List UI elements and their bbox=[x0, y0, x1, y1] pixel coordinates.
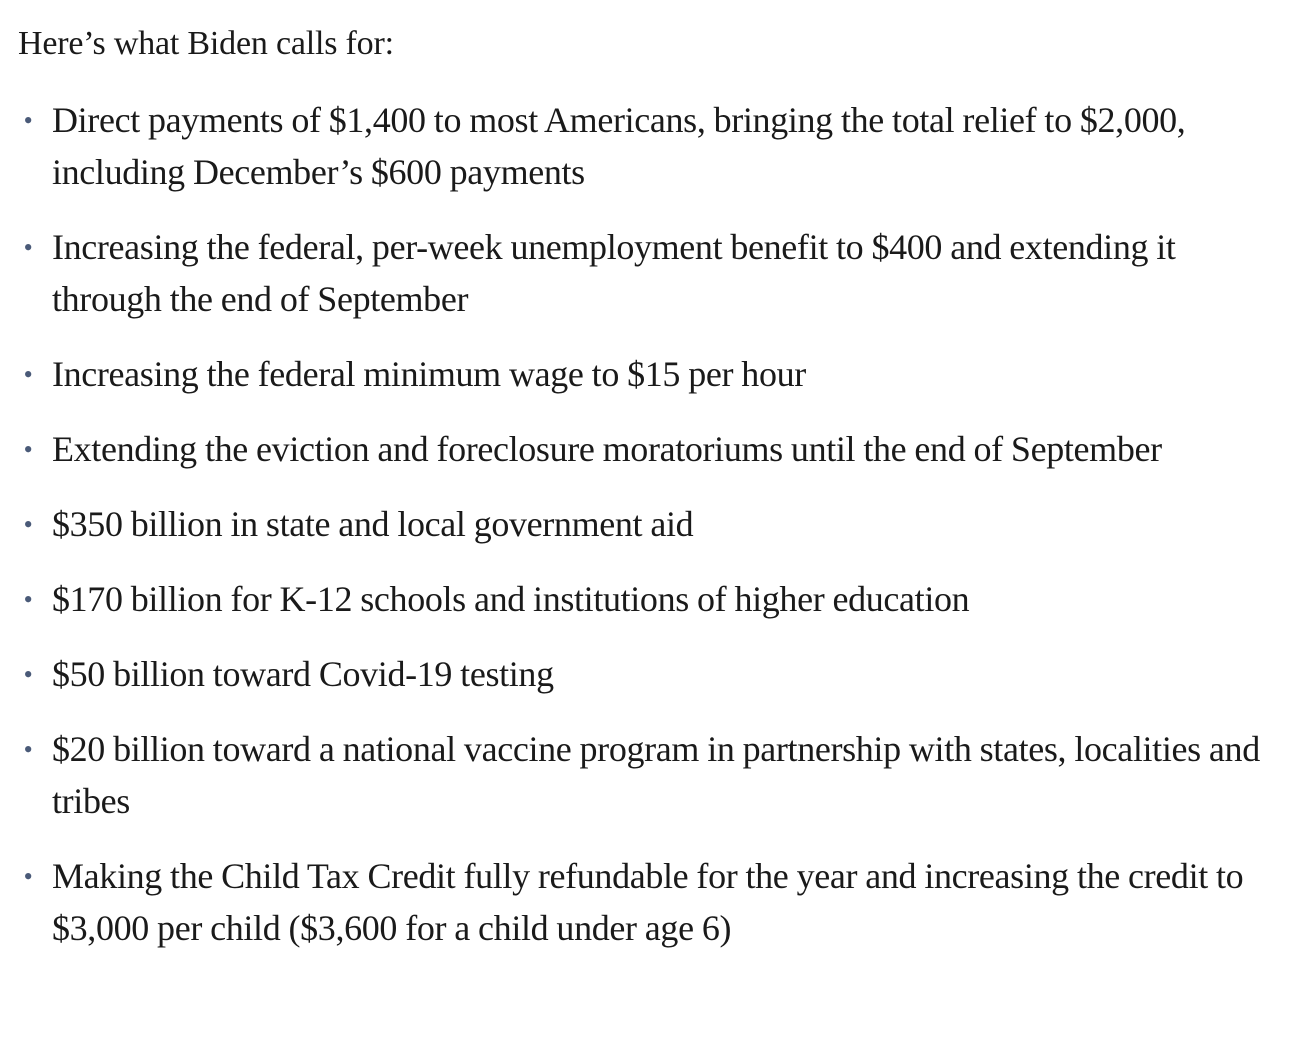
list-item bbox=[18, 723, 1268, 827]
list-item bbox=[18, 94, 1268, 198]
bullet-icon: • bbox=[23, 660, 33, 689]
list-item bbox=[18, 850, 1268, 954]
list-item bbox=[18, 498, 1268, 550]
list-item bbox=[18, 221, 1268, 325]
bullet-icon: • bbox=[23, 106, 33, 135]
bullet-icon: • bbox=[23, 435, 33, 464]
list-item-text: Direct payments of $1,400 to most Americans, bringing the total relief to $2,000, including December’s $600 payments bbox=[52, 100, 1186, 192]
intro-paragraph: Here’s what Biden calls for: bbox=[18, 25, 394, 62]
bullet-icon: • bbox=[23, 735, 33, 764]
bullet-icon: • bbox=[23, 862, 33, 891]
list-item-text: $350 billion in state and local government aid bbox=[52, 504, 694, 544]
bullet-list bbox=[18, 94, 1268, 954]
list-item bbox=[18, 573, 1268, 625]
list-item bbox=[18, 348, 1268, 400]
bullet-icon: • bbox=[23, 585, 33, 614]
list-item-text: $170 billion for K-12 schools and institutions of higher education bbox=[52, 579, 970, 619]
bullet-icon: • bbox=[23, 233, 33, 262]
bullet-icon: • bbox=[23, 360, 33, 389]
list-item-text: $50 billion toward Covid-19 testing bbox=[52, 654, 554, 694]
list-item-text: Extending the eviction and foreclosure moratoriums until the end of September bbox=[52, 429, 1162, 469]
list-item-text: Increasing the federal, per-week unemployment benefit to $400 and extending it through the end of September bbox=[52, 227, 1176, 319]
list-item-text: Making the Child Tax Credit fully refundable for the year and increasing the credit to $3,000 per child ($3,600 for a child under age 6) bbox=[52, 856, 1244, 948]
bullet-icon: • bbox=[23, 510, 33, 539]
list-item-text: $20 billion toward a national vaccine program in partnership with states, localities and tribes bbox=[52, 729, 1260, 821]
list-item bbox=[18, 648, 1268, 700]
list-item-text: Increasing the federal minimum wage to $15 per hour bbox=[52, 354, 806, 394]
list-item bbox=[18, 423, 1268, 475]
